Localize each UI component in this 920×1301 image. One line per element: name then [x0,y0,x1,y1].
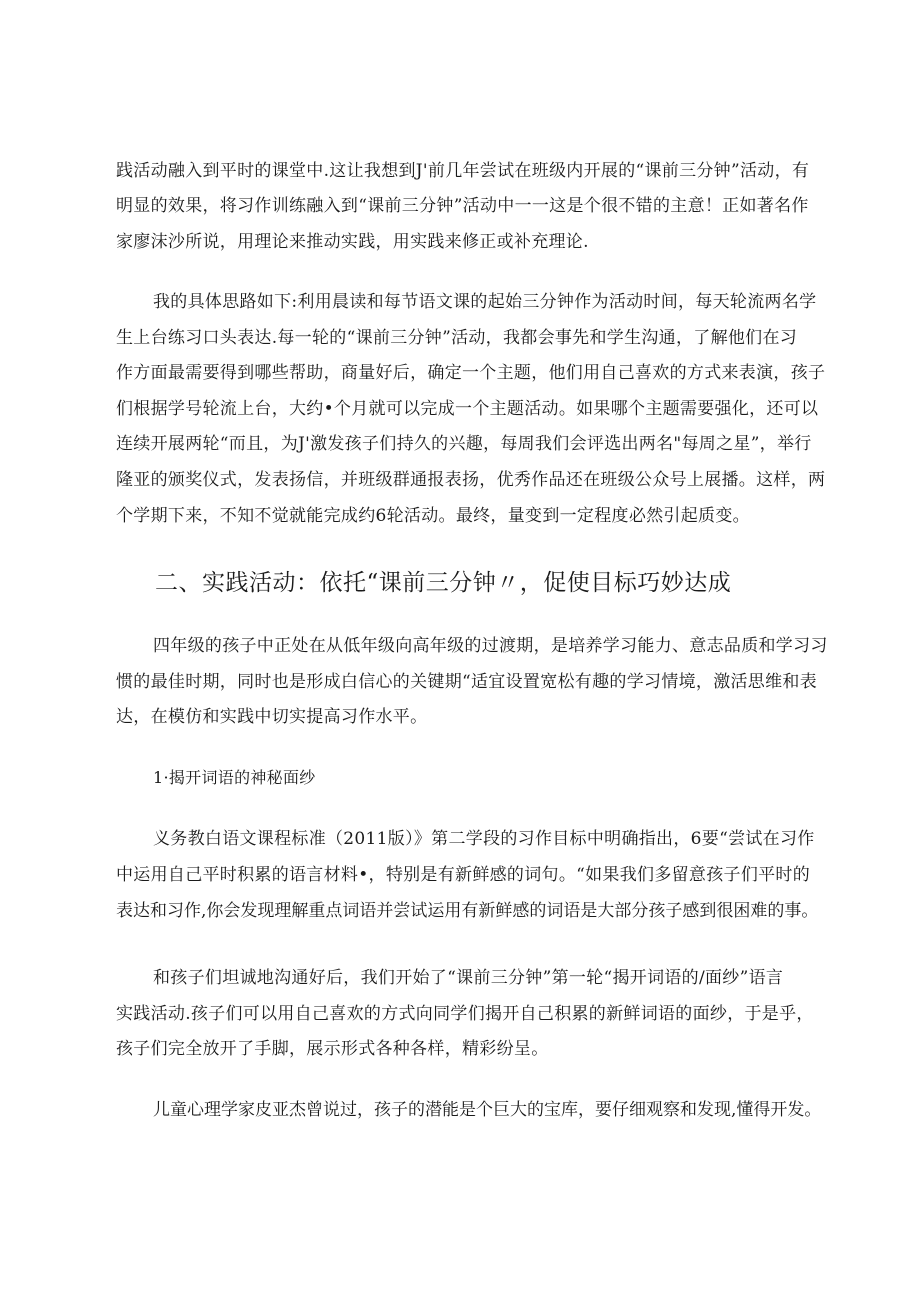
paragraph-4-line-3: 表达和习作,你会发现理解重点词语并尝试运用有新鲜感的词语是大部分孩子感到很困难的事。 [116,901,819,921]
paragraph-3-line-3: 达，在模仿和实践中切实提高习作水平。 [116,707,428,727]
section-heading: 二、实践活动：依托“课前三分钟〃，促使目标巧妙达成 [155,570,732,596]
paragraph-1-line-2: 明显的效果，将习作训练融入到“课前三分钟”活动中一一这是个很不错的主意！正如著名作 [116,196,809,216]
paragraph-5-line-1: 和孩子们坦诚地沟通好后，我们开始了“课前三分钟”第一轮“揭开词语的/面纱”语言 [153,968,784,988]
paragraph-2-line-7: 个学期下来，不知不觉就能完成约6轮活动。最终，量变到一定程度必然引起质变。 [116,506,750,526]
paragraph-3-line-1: 四年级的孩子中正处在从低年级向高年级的过渡期，是培养学习能力、意志品质和学习习 [153,636,828,656]
paragraph-5-line-3: 孩子们完全放开了手脚，展示形式各种各样，精彩纷呈。 [116,1039,549,1059]
paragraph-1-line-1: 践活动融入到平时的课堂中.这让我想到J'前几年尝试在班级内开展的“课前三分钟”活动，有 [116,161,810,181]
paragraph-6-line-1: 儿童心理学家皮亚杰曾说过，孩子的潜能是个巨大的宝库，要仔细观察和发现,懂得开发。 [153,1100,822,1120]
paragraph-2-line-2: 生上台练习口头表达.每一轮的“课前三分钟”活动，我都会事先和学生沟通，了解他们在习 [116,328,798,348]
paragraph-1-line-3: 家廖沫沙所说，用理论来推动实践，用实践来修正或补充理论. [116,232,589,252]
paragraph-2-line-3: 作方面最需要得到哪些帮助，商量好后，确定一个主题，他们用自己喜欢的方式来表演，孩子 [116,363,826,383]
paragraph-5-line-2: 实践活动.孩子们可以用自己喜欢的方式向同学们揭开自己积累的新鲜词语的面纱，于是乎， [116,1004,814,1024]
paragraph-2-line-4: 们根据学号轮流上台，大约•个月就可以完成一个主题活动。如果哪个主题需要强化，还可以 [116,399,819,419]
paragraph-2-line-6: 隆亚的颁奖仪式，发表扬信，并班级群通报表扬，优秀作品还在班级公众号上展播。这样，两 [116,470,826,490]
paragraph-4-line-1: 义务教白语文课程标准（2011版）》第二学段的习作目标中明确指出，6要“尝试在习作 [153,829,815,849]
paragraph-2-line-5: 连续开展两轮“而且，为J'激发孩子们持久的兴趣，每周我们会评选出两名"每周之星”，举行 [116,434,812,454]
paragraph-3-line-2: 惯的最佳时期，同时也是形成白信心的关键期“适宜设置宽松有趣的学习情境，激活思维和表 [116,672,817,692]
paragraph-2-line-1: 我的具体思路如下:利用晨读和每节语文课的起始三分钟作为活动时间，每天轮流两名学 [153,292,817,312]
paragraph-4-line-2: 中运用自己平时积累的语言材料•，特别是有新鲜感的词句。“如果我们多留意孩子们平时的 [116,865,811,885]
subheading: 1·揭开词语的神秘面纱 [153,768,316,787]
